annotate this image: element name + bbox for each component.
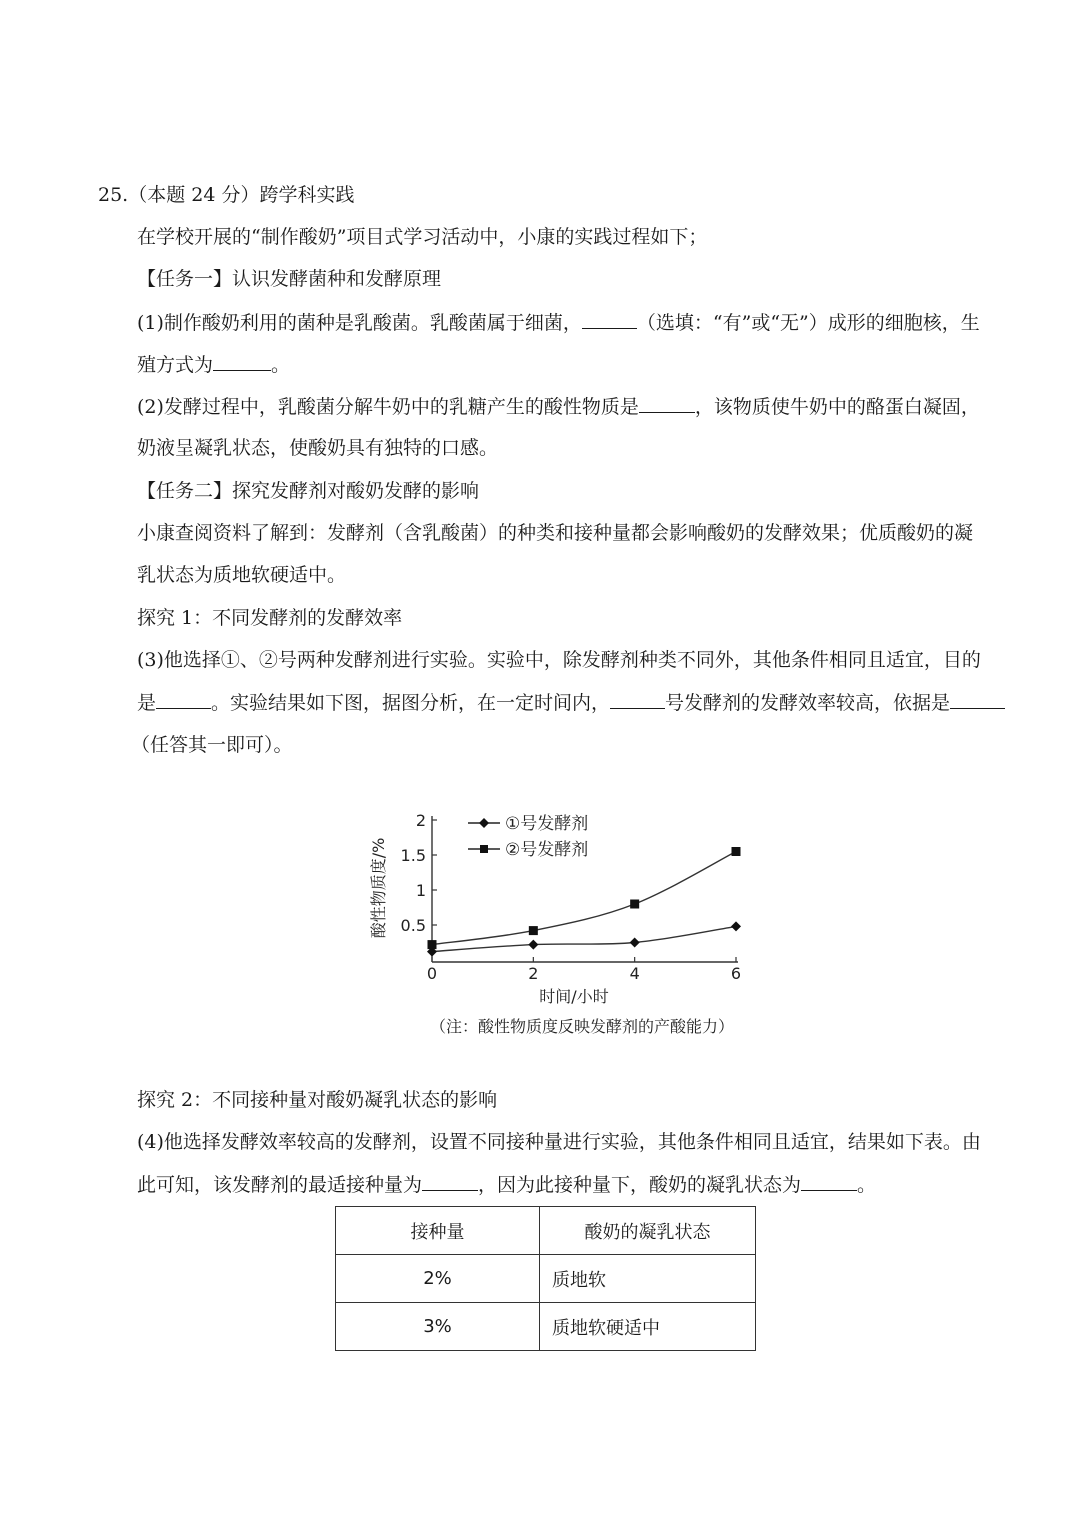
q4-blank-state[interactable] [801, 1172, 857, 1191]
legend-item-1 [468, 814, 588, 834]
x-tick-label: 4 [629, 964, 640, 983]
chart-legend [468, 814, 588, 860]
x-tick-label: 0 [426, 964, 438, 983]
q4-line2 [137, 1172, 876, 1197]
q3-text-d: 号发酵剂的发酵效率较高，依据是 [665, 692, 951, 714]
legend-item-2 [468, 840, 588, 860]
q2-text-b: ，该物质使牛奶中的酪蛋白凝固， [694, 396, 980, 418]
q4-text-b: 此可知，该发酵剂的最适接种量为 [137, 1174, 423, 1196]
table-header-amount: 接种量 [336, 1207, 540, 1255]
chart-series [427, 847, 741, 957]
q3-blank-number[interactable] [610, 690, 665, 709]
task2-title: 【任务二】探究发酵剂对酸奶发酵的影响 [137, 480, 480, 502]
table-cell-state: 质地软 [540, 1255, 756, 1303]
q1-text-d: 。 [271, 354, 291, 376]
q4-text-c: ，因为此接种量下，酸奶的凝乳状态为 [478, 1174, 802, 1196]
data-point-square [428, 940, 437, 949]
task2-info-line2: 乳状态为质地软硬适中。 [137, 564, 347, 586]
task1-title: 【任务一】认识发酵菌种和发酵原理 [137, 268, 442, 290]
y-tick-label: 0.5 [400, 916, 426, 935]
q1-text-a: (1)制作酸奶利用的菌种是乳酸菌。乳酸菌属于细菌， [137, 312, 582, 334]
table-row [336, 1303, 756, 1351]
y-tick-label: 1.5 [400, 846, 426, 865]
q4-line1: (4)他选择发酵效率较高的发酵剂，设置不同接种量进行实验，其他条件相同且适宜，结果如下表。由 [137, 1131, 981, 1153]
q1-blank-reproduction[interactable] [213, 352, 271, 371]
q1-text-b: （选填：“有”或“无”）成形的细胞核，生 [636, 312, 980, 334]
q1-text-c: 殖方式为 [137, 354, 214, 376]
q3-line1: (3)他选择①、②号两种发酵剂进行实验。实验中，除发酵剂种类不同外，其他条件相同且适宜，目的 [137, 649, 981, 671]
explore1-title: 探究 1：不同发酵剂的发酵效率 [137, 607, 403, 629]
table-row [336, 1255, 756, 1303]
x-tick-label: 2 [528, 964, 539, 983]
question-number: 25. [98, 184, 129, 206]
data-point-diamond [528, 940, 538, 950]
q3-line3: （任答其一即可）。 [131, 734, 293, 756]
data-point-square [630, 900, 639, 909]
q3-text-c: 。实验结果如下图，据图分析，在一定时间内， [211, 692, 611, 714]
legend-diamond-marker [479, 818, 489, 828]
q1-line1 [137, 310, 980, 335]
chart-axes [432, 816, 738, 962]
question-header [98, 183, 354, 207]
q2-blank-acid[interactable] [639, 394, 695, 413]
q3-text-b: 是 [137, 692, 157, 714]
acidity-line-chart [360, 800, 780, 1050]
task2-info-line1: 小康查阅资料了解到：发酵剂（含乳酸菌）的种类和接种量都会影响酸奶的发酵效果；优质酸奶的凝 [137, 522, 974, 544]
question-title: （本题 24 分）跨学科实践 [128, 184, 355, 206]
y-tick-label: 1 [415, 881, 426, 900]
q2-text-a: (2)发酵过程中，乳酸菌分解牛奶中的乳糖产生的酸性物质是 [137, 396, 639, 418]
data-point-square [529, 926, 538, 935]
table-cell-state: 质地软硬适中 [540, 1303, 756, 1351]
data-point-diamond [630, 938, 640, 948]
q3-line2 [137, 690, 1005, 715]
data-point-diamond [731, 921, 741, 931]
table-header-row [336, 1207, 756, 1255]
data-point-square [732, 847, 741, 856]
q4-blank-amount[interactable] [422, 1172, 478, 1191]
q1-blank-nucleus[interactable] [582, 310, 637, 329]
x-tick-label: 6 [730, 964, 742, 983]
y-axis-label: 酸性物质度/% [369, 837, 388, 939]
legend-square-marker [480, 845, 488, 853]
x-axis-label: 时间/小时 [539, 987, 609, 1006]
q1-line2 [137, 352, 290, 377]
q3-blank-basis[interactable] [950, 690, 1005, 709]
explore2-title: 探究 2：不同接种量对酸奶凝乳状态的影响 [137, 1089, 498, 1111]
table-header-state: 酸奶的凝乳状态 [540, 1207, 756, 1255]
legend-label-2: ②号发酵剂 [505, 840, 589, 860]
q4-text-d: 。 [857, 1174, 877, 1196]
q3-blank-purpose[interactable] [156, 690, 211, 709]
y-tick-label: 2 [415, 811, 426, 830]
chart-note: （注：酸性物质度反映发酵剂的产酸能力） [429, 1017, 735, 1036]
intro-text: 在学校开展的“制作酸奶”项目式学习活动中，小康的实践过程如下； [137, 226, 708, 248]
table-cell-amount: 3% [336, 1303, 540, 1351]
legend-label-1: ①号发酵剂 [505, 814, 589, 834]
q2-line2: 奶液呈凝乳状态，使酸奶具有独特的口感。 [137, 437, 499, 459]
q2-line1 [137, 394, 980, 419]
x-ticks [427, 957, 741, 983]
series-line-2 [432, 852, 736, 945]
results-table [335, 1206, 756, 1351]
table-cell-amount: 2% [336, 1255, 540, 1303]
